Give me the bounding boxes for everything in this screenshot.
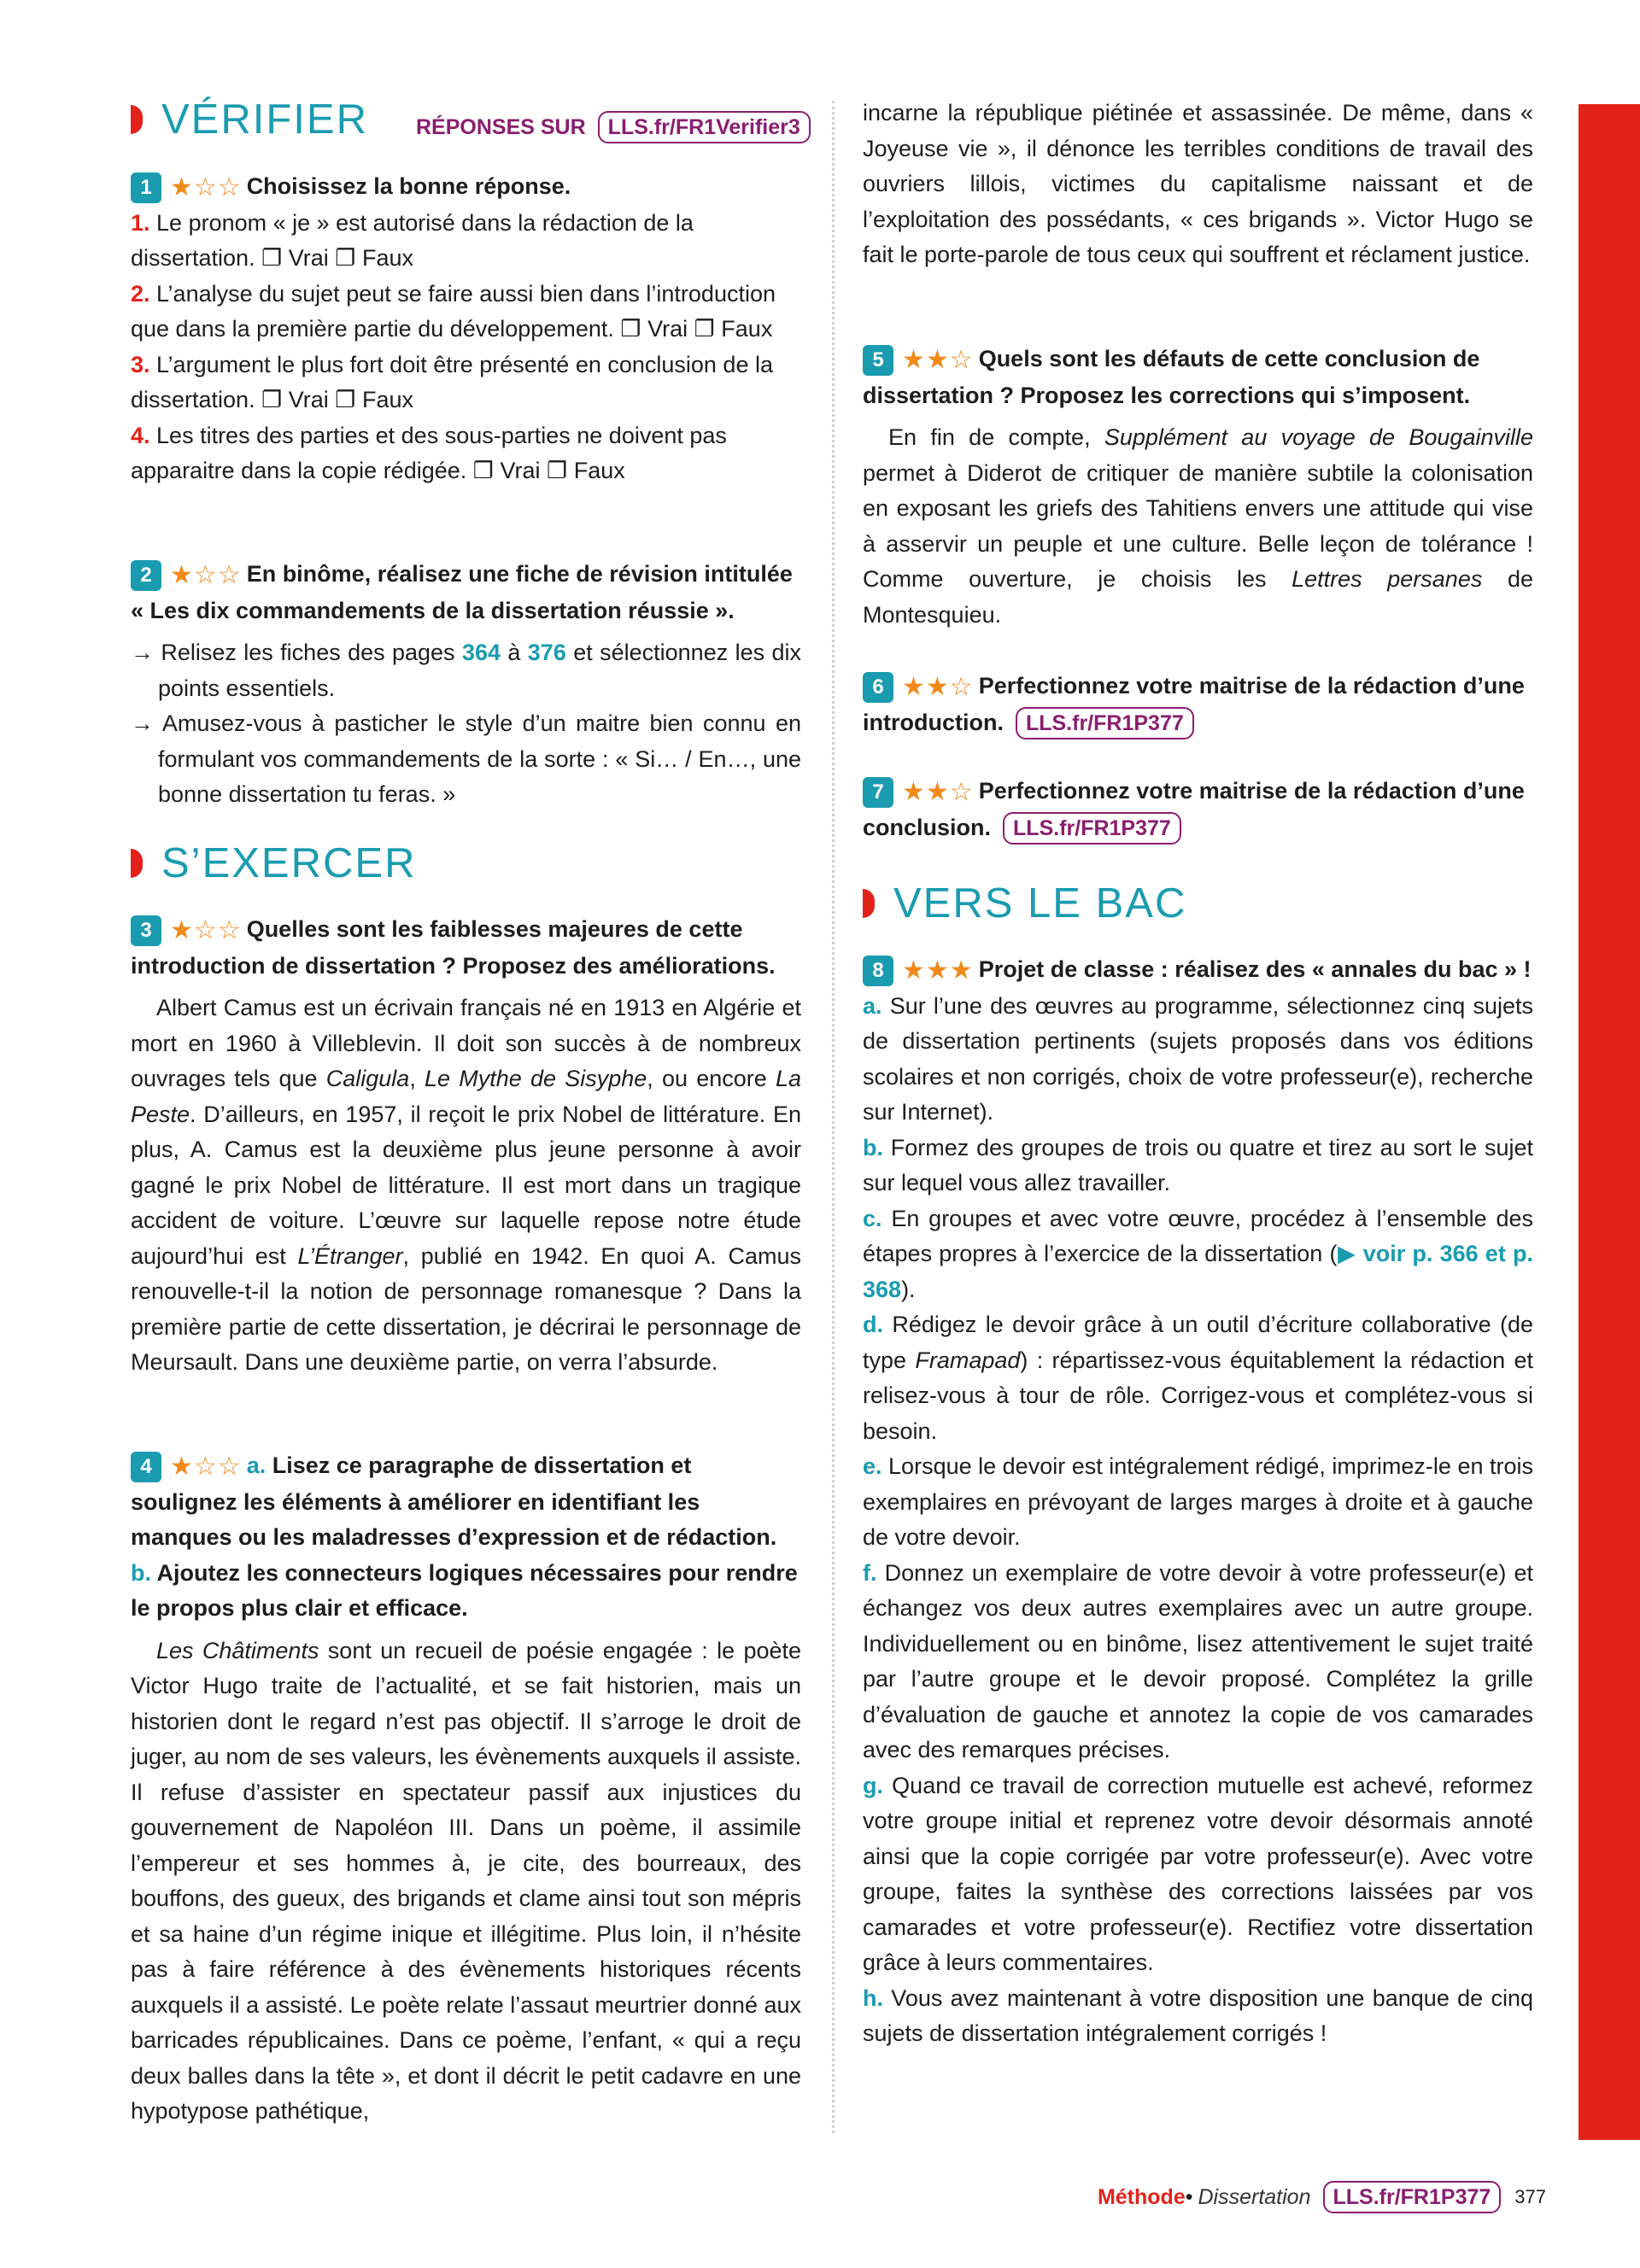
list-item: b. Formez des groupes de trois ou quatre et tirez au sort le sujet sur lequel vous allez travailler. bbox=[863, 1134, 1533, 1196]
exercise-instruction: Projet de classe : réalisez des « annales du bac » ! bbox=[978, 956, 1532, 982]
exercise-1 bbox=[131, 169, 801, 489]
page-reference-link[interactable]: 376 bbox=[527, 640, 566, 666]
difficulty-stars-icon: ★☆☆ bbox=[170, 1453, 242, 1482]
section-title-text: VERS LE BAC bbox=[893, 880, 1187, 926]
list-item: g. Quand ce travail de correction mutuelle est achevé, reformez votre groupe initial et reprenez votre devoir désormais annoté ainsi que la copie corrigée par votre professeur(e). Avec votre groupe, faites la synthèse des corrections laissées par vos camarades et votre professeur(e). Rectifiez votre dissertation grâce à leurs commentaires. bbox=[863, 1772, 1533, 1976]
exercise-number: 3 bbox=[131, 915, 161, 946]
list-item: 4. Les titres des parties et des sous-parties ne doivent pas apparaitre dans la copie rédigée. ❐ Vrai ❐ Faux bbox=[131, 422, 727, 484]
footer-link[interactable]: LLS.fr/FR1P377 bbox=[1323, 2181, 1502, 2213]
exercise-number: 7 bbox=[863, 777, 893, 808]
exercise-text: Albert Camus est un écrivain français né en 1913 en Algérie et mort en 1960 à Villeblevin. Il doit son succès à de nombreux ouvrages tels que Caligula, Le Mythe de Sisyphe, ou encore La Peste. D’ailleurs, en 1957, il reçoit le prix Nobel de littérature. En plus, A. Camus est la deuxième plus jeune personne à avoir gagné le prix Nobel de littérature. Il est mort dans un tragique accident de voiture. L’œuvre sur laquelle repose notre étude aujourd’hui est L’Étranger, publié en 1942. En quoi A. Camus renouvelle-t-il la notion de personnage romanesque ? Dans la première partie de cette dissertation, je décrirai le personnage de Meursault. Dans une deuxième partie, on verra l’absurde. bbox=[131, 995, 802, 1376]
difficulty-stars-icon: ★★★ bbox=[902, 956, 974, 985]
difficulty-stars-icon: ★☆☆ bbox=[170, 916, 242, 945]
difficulty-stars-icon: ★★☆ bbox=[902, 673, 974, 702]
exercise-number: 8 bbox=[863, 956, 893, 986]
exercise-link[interactable]: LLS.fr/FR1P377 bbox=[1016, 707, 1194, 739]
section-title-text: S’EXERCER bbox=[161, 840, 417, 886]
exercise-number: 1 bbox=[131, 172, 161, 203]
exercise-instruction: En binôme, réalisez une fiche de révision intitulée « Les dix commandements de la dissertation réussie ». bbox=[131, 561, 793, 623]
exercise-instruction: Choisissez la bonne réponse. bbox=[246, 173, 571, 199]
section-marker-icon bbox=[131, 105, 143, 134]
column-divider bbox=[832, 101, 835, 2133]
page-edge-bar bbox=[1578, 104, 1640, 2140]
section-title-exercer bbox=[131, 839, 416, 887]
exercise-5 bbox=[863, 342, 1533, 633]
exercise-number: 6 bbox=[863, 672, 893, 703]
list-item: 3. L’argument le plus fort doit être présenté en conclusion de la dissertation. ❐ Vrai ❐ Faux bbox=[131, 351, 773, 413]
footer-method: Méthode bbox=[1097, 2184, 1186, 2209]
exercise-4-continued bbox=[863, 96, 1533, 273]
section-marker-icon bbox=[131, 849, 143, 878]
list-item: a. Sur l’une des œuvres au programme, sélectionnez cinq sujets de dissertation pertinents (sujets proposés dans vos éditions scolaires et non corrigés, choix de votre professeur(e), recherche sur Internet). bbox=[863, 992, 1533, 1125]
exercise-instruction: Ajoutez les connecteurs logiques nécessaires pour rendre le propos plus clair et efficace. bbox=[131, 1559, 798, 1622]
exercise-instruction: Perfectionnez votre maitrise de la rédaction d’une introduction. bbox=[863, 673, 1525, 735]
list-item: c. En groupes et avec votre œuvre, procédez à l’ensemble des étapes propres à l’exercice de la dissertation (▶ voir p. 366 et p. 368). bbox=[863, 1205, 1533, 1302]
page-reference-link[interactable]: 364 bbox=[461, 640, 501, 666]
exercise-8 bbox=[863, 952, 1533, 2052]
difficulty-stars-icon: ★★☆ bbox=[902, 778, 974, 807]
exercise-instruction: Quelles sont les faiblesses majeures de cette introduction de dissertation ? Proposez des améliorations. bbox=[131, 916, 776, 979]
page-number: 377 bbox=[1514, 2186, 1546, 2207]
page-reference-link[interactable]: ▶ voir p. 366 et p. 368 bbox=[863, 1241, 1533, 1302]
exercise-4: 4 ★☆☆ a. Lisez ce paragraphe de dissertation et soulignez les éléments à améliorer en identifiant les manques ou les maladresses d’expression et de rédaction. b. Ajoutez les connecteurs logiques nécessaires pour rendre le propos plus clair et efficace. Les Châtiments sont un recueil de poésie engagée : le poète Victor Hugo traite de l’actualité, et se fait historien, mais un historien dont le regard n’est pas objectif. Il s’arroge le droit de juger, au nom de ses valeurs, les évènements auxquels il assiste. Il refuse d’assister en spectateur passif aux injustices du gouvernement de Napoléon III. Dans un poème, il assimile l’empereur et ses hommes à, je cite, des bourreaux, des bouffons, des gueux, des brigands et clame ainsi tout son mépris et sa haine d’un régime inique et illégitime. Plus loin, il n’hésite pas à faire référence à des évènements historiques récents auxquels il a assisté. Le poète relate l’assaut meurtrier donné aux barricades républicaines. Dans ce poème, l’enfant, « qui a reçu deux balles dans la tête », et dont il décrit le petit cadavre en une hypotypose pathétique, bbox=[131, 1448, 801, 2130]
section-title-bac bbox=[863, 880, 1186, 927]
section-title-verifier bbox=[131, 96, 368, 143]
exercise-text: Les Châtiments sont un recueil de poésie engagée : le poète Victor Hugo traite de l’actualité, et se fait historien, mais un historien dont le regard n’est pas objectif. Il s’arroge le droit de juger, au nom de ses valeurs, les évènements auxquels il assiste. Il refuse d’assister en spectateur passif aux injustices du gouvernement de Napoléon III. Dans un poème, il assimile l’empereur et ses hommes à, je cite, des bourreaux, des bouffons, des gueux, des brigands et clame ainsi tout son mépris et sa haine d’un régime inique et illégitime. Plus loin, il n’hésite pas à faire référence à des évènements historiques récents auxquels il a assisté. Le poète relate l’assaut meurtrier donné aux barricades républicaines. Dans ce poème, l’enfant, « qui a reçu deux balles dans la tête », et dont il décrit le petit cadavre en une hypotypose pathétique, bbox=[131, 1637, 802, 2125]
answers-label: RÉPONSES SUR bbox=[416, 114, 586, 139]
exercise-text: incarne la république piétinée et assassinée. De même, dans « Joyeuse vie », il dénonce les terribles conditions de travail des ouvriers lillois, victimes du capitalisme naissant et de l’exploitation des possédants, « ces brigands ». Victor Hugo se fait le porte-parole de tous ceux qui souffrent et réclament justice. bbox=[863, 100, 1533, 267]
difficulty-stars-icon: ★☆☆ bbox=[170, 173, 242, 202]
exercise-instruction: Quels sont les défauts de cette conclusion de dissertation ? Proposez les corrections qui s’imposent. bbox=[863, 346, 1480, 408]
exercise-2 bbox=[131, 557, 801, 813]
exercise-7 bbox=[863, 774, 1533, 845]
list-item: d. Rédigez le devoir grâce à un outil d’écriture collaborative (de type Framapad) : répartissez-vous équitablement la rédaction et relisez-vous à tour de rôle. Corrigez-vous et complétez-vous si besoin. bbox=[863, 1312, 1533, 1444]
exercise-number: 5 bbox=[863, 345, 893, 376]
list-item: → Amusez-vous à pasticher le style d’un maitre bien connu en formulant vos commandements de la sorte : « Si… / En…, une bonne dissertation tu feras. » bbox=[131, 710, 801, 808]
section-title-text: VÉRIFIER bbox=[161, 96, 368, 143]
exercise-3 bbox=[131, 912, 801, 1381]
list-item: h. Vous avez maintenant à votre disposition une banque de cinq sujets de dissertation intégralement corrigés ! bbox=[863, 1984, 1533, 2047]
answers-link-row bbox=[416, 111, 811, 143]
difficulty-stars-icon: ★★☆ bbox=[902, 346, 974, 375]
exercise-number: 4 bbox=[131, 1452, 161, 1482]
list-item: 2. L’analyse du sujet peut se faire aussi bien dans l’introduction que dans la première partie du développement. ❐ Vrai ❐ Faux bbox=[131, 280, 776, 342]
list-item: e. Lorsque le devoir est intégralement rédigé, imprimez-le en trois exemplaires en prévoyant de larges marges à droite et à gauche de votre devoir. bbox=[863, 1453, 1533, 1551]
list-item: → Relisez les fiches des pages 364 à 376 et sélectionnez les dix points essentiels. bbox=[131, 640, 801, 701]
exercise-text: En fin de compte, Supplément au voyage de Bougainville permet à Diderot de critiquer de manière subtile la colonisation en exposant les griefs des Tahitiens envers une attitude qui vise à asservir un peuple et une culture. Belle leçon de tolérance ! Comme ouverture, je choisis les Lettres persanes de Montesquieu. bbox=[863, 424, 1533, 628]
footer-topic: Dissertation bbox=[1198, 2184, 1311, 2209]
page-footer: Méthode • Dissertation LLS.fr/FR1P377 377 bbox=[1098, 2181, 1546, 2213]
difficulty-stars-icon: ★☆☆ bbox=[170, 561, 242, 590]
exercise-instruction: Lisez ce paragraphe de dissertation et soulignez les éléments à améliorer en identifiant les manques ou les maladresses d’expression et de rédaction. bbox=[131, 1453, 777, 1551]
exercise-link[interactable]: LLS.fr/FR1P377 bbox=[1003, 812, 1181, 845]
list-item: f. Donnez un exemplaire de votre devoir à votre professeur(e) et échangez vos deux autres exemplaires avec un autre groupe. Individuellement ou en binôme, lisez attentivement le sujet traité par l’autre groupe et le devoir proposé. Complétez la grille d’évaluation de gauche et annotez la copie de vos camarades avec des remarques précises. bbox=[863, 1559, 1533, 1763]
exercise-instruction: Perfectionnez votre maitrise de la rédaction d’une conclusion. bbox=[863, 778, 1525, 840]
exercise-6 bbox=[863, 669, 1533, 740]
section-marker-icon bbox=[863, 889, 875, 918]
exercise-number: 2 bbox=[131, 560, 161, 591]
list-item: 1. Le pronom « je » est autorisé dans la rédaction de la dissertation. ❐ Vrai ❐ Faux bbox=[131, 209, 694, 272]
answers-link[interactable]: LLS.fr/FR1Verifier3 bbox=[598, 111, 811, 143]
